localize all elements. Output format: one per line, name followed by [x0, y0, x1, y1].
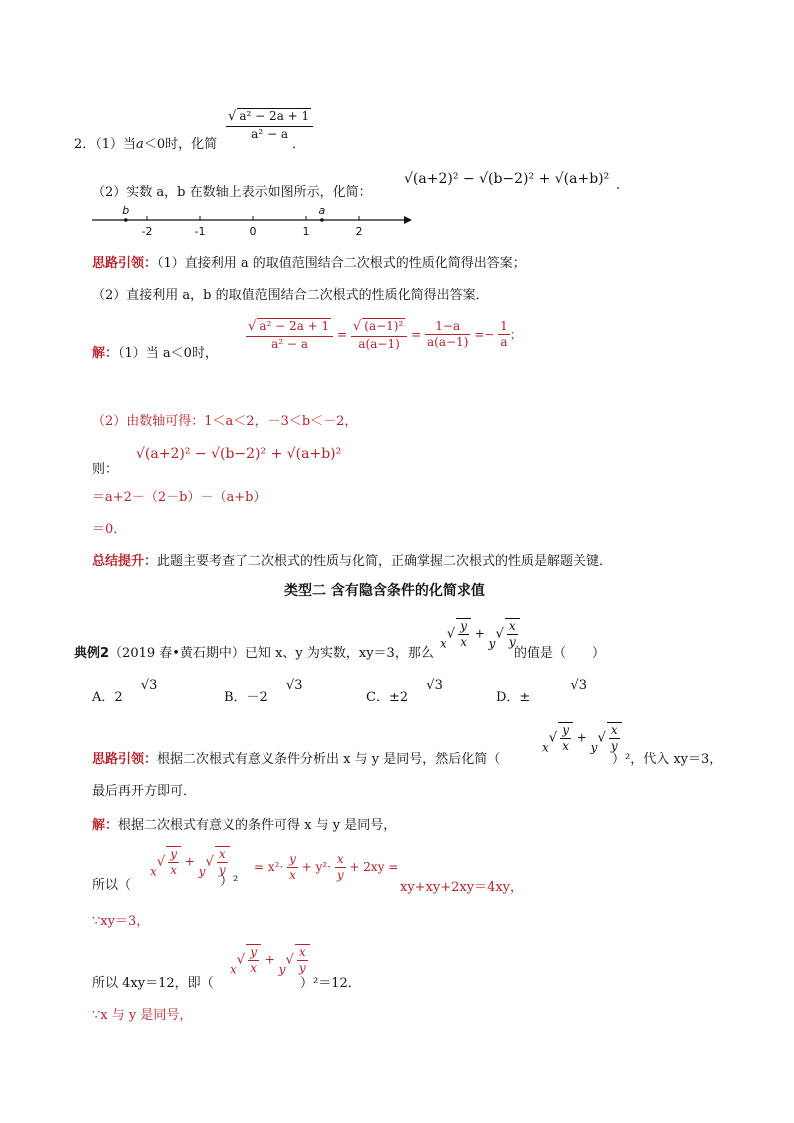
solution1-eq2: ＝0．	[92, 522, 127, 537]
tick-label: -1	[194, 225, 206, 238]
point-label: b	[122, 204, 130, 217]
point-label: a	[318, 204, 326, 217]
hint1-line2: （2）直接利用 a，b 的取值范围结合二次根式的性质化简得出答案．	[92, 288, 489, 303]
solution1-label: 解：	[92, 346, 119, 361]
solution2-so2-tail: ）²＝12．	[300, 976, 361, 991]
summary1	[92, 550, 612, 569]
q2-part1-expr: $\frac{\text{√ a² − 2a + 1}}{\text{a² − a}}$	[226, 108, 313, 142]
number-line	[88, 200, 418, 244]
hint2-text-b: ）²，代入 xy＝3，	[612, 752, 723, 767]
solution2-line1	[92, 814, 396, 833]
solution1-part1	[92, 342, 218, 361]
solution2-eq1-tail: xy+xy+2xy＝4xy，	[400, 880, 524, 895]
hint2-expr: x√ $\frac{y}{x}$ + y√ $\frac{x}{y}$	[542, 722, 622, 755]
solution1-eq1: ＝a+2－（2－b）－（a+b）	[92, 490, 267, 505]
hint2-line2: 最后再开方即可．	[92, 784, 197, 799]
example2-tail: 的值是（ ）	[514, 646, 606, 661]
hint1-text1: （1）直接利用 a 的取值范围结合二次根式的性质化简得出答案；	[157, 256, 526, 271]
solution1-part2-text: （2）由数轴可得：1＜a＜2，－3＜b＜－2，	[92, 414, 358, 429]
hint1-line1	[92, 252, 526, 271]
solution2-sq: ）²	[220, 874, 239, 889]
q2-period: ．	[292, 137, 306, 152]
solution1-fraction-chain: $\frac{\text{√ a² − 2a + 1}}{\text{a² − a}}$ = $\frac{\text{√ (a−1)²}}{a(a-1)}$ = $\frac{1-a}{a(a-1)}$ =− $\frac{1}{a}$ ；	[248, 319, 522, 351]
q2-part1-prefix: 2．（1）当	[74, 137, 137, 152]
q2-part2-expr: √(a+2)² − √(b−2)² + √(a+b)²	[404, 171, 610, 187]
solution2-expr1: x√ $\frac{y}{x}$ + y√ $\frac{x}{y}$	[150, 846, 230, 879]
tick-label: -2	[141, 225, 153, 238]
q2-part1-expr-den: a² − a	[251, 126, 288, 141]
example2-label: 典例2	[74, 646, 110, 661]
solution1-then: 则：	[92, 462, 119, 477]
solution2-eq1: = x²· $\frac{y}{x}$ + y²· $\frac{x}{y}$ + 2xy =	[254, 852, 399, 882]
solution2-because2: ∵x 与 y 是同号，	[92, 1008, 193, 1023]
point-marker	[124, 218, 128, 222]
point-marker	[320, 218, 324, 222]
solution2-because1: ∵xy＝3，	[92, 914, 150, 929]
summary1-text: 此题主要考查了二次根式的性质与化简，正确掌握二次根式的性质是解题关键．	[157, 554, 613, 569]
solution2-text1: 根据二次根式有意义的条件可得 x 与 y 是同号，	[118, 818, 397, 833]
summary1-label: 总结提升：	[92, 554, 158, 569]
q2-part1-expr-num: a² − 2a + 1	[239, 109, 310, 123]
solution2-so2: 所以 4xy＝12，即（	[92, 976, 214, 991]
option-b[interactable]: B．－2 √3	[224, 678, 303, 705]
hint2-text-a: 根据二次根式有意义条件分析出 x 与 y 是同号，然后化简（	[157, 752, 501, 767]
solution2-expr2: x√ $\frac{y}{x}$ + y√ $\frac{x}{y}$	[230, 944, 310, 977]
tick-label: 0	[249, 225, 257, 238]
option-a[interactable]: A．2 √3	[92, 678, 158, 705]
tick-label: 1	[302, 225, 310, 238]
solution1-part1-text: （1）当 a＜0时，	[118, 346, 218, 361]
example2-stem	[74, 642, 434, 661]
example2-expr: x√ $\frac{y}{x}$ + y√ $\frac{x}{y}$	[440, 618, 520, 651]
option-c[interactable]: C．±2 √3	[366, 678, 443, 705]
q2-part2-text: （2）实数 a，b 在数轴上表示如图所示，化简：	[92, 185, 372, 200]
var-a: a	[136, 137, 144, 152]
section-title: 类型二 含有隐含条件的化简求值	[284, 583, 485, 599]
solution2-so1: 所以（	[92, 878, 132, 893]
option-d[interactable]: D．± √3	[496, 678, 588, 705]
hint2-label: 思路引领：	[92, 752, 158, 767]
solution1-expr: √(a+2)² − √(b−2)² + √(a+b)²	[136, 446, 342, 462]
hint2-line1	[92, 748, 500, 767]
example2-source: （2019 春•黄石期中）已知 x、y 为实数，xy＝3，那么	[109, 646, 434, 661]
q2-part1-cond: ＜0时，化简	[143, 137, 218, 152]
hint1-label: 思路引领：	[92, 256, 158, 271]
tick-label: 2	[355, 225, 363, 238]
q2-part1	[74, 133, 217, 152]
solution2-label: 解：	[92, 818, 119, 833]
